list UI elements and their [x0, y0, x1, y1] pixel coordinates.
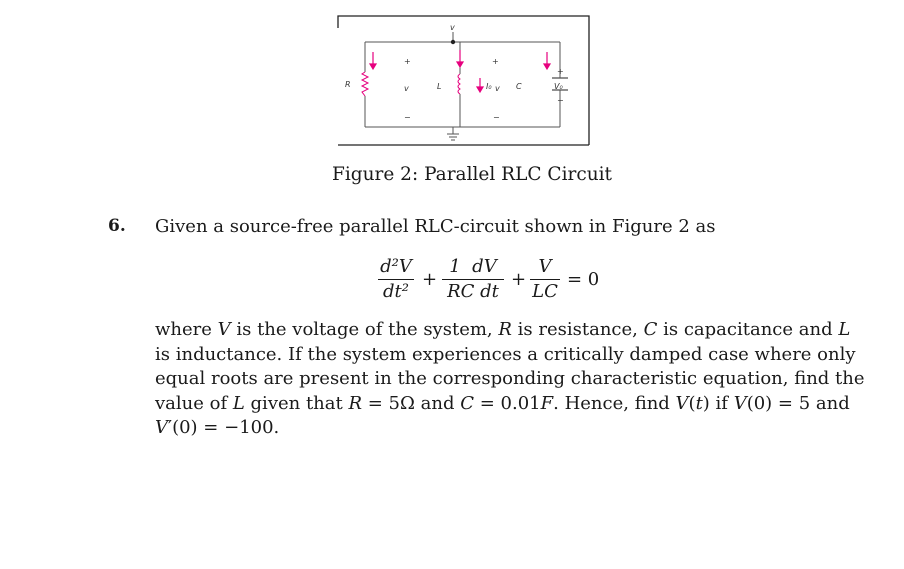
- plus-sign-1: +: [422, 269, 438, 290]
- top-node-label: v: [450, 23, 455, 32]
- paragraph-line-5: V′(0) = −100.: [155, 417, 280, 439]
- minus-left-label: −: [404, 113, 411, 122]
- v-left-label: v: [404, 84, 409, 93]
- question-intro: Given a source-free parallel RLC-circuit shown in Figure 2 as: [155, 216, 716, 237]
- term3-numerator: V: [538, 256, 552, 277]
- resistor-label: R: [345, 80, 351, 89]
- question-number: 6.: [108, 216, 126, 236]
- i0-label: I₀: [486, 82, 492, 91]
- inductor-symbol: [458, 74, 460, 94]
- figure-caption: Figure 2: Parallel RLC Circuit: [332, 164, 612, 185]
- term3-denominator: LC: [532, 281, 558, 302]
- term-second-derivative: [378, 256, 414, 303]
- term-first-derivative: [442, 256, 504, 303]
- term1-denominator: dt²: [383, 281, 409, 302]
- term-voltage: [530, 256, 560, 303]
- resistor-symbol: [362, 72, 368, 96]
- paragraph-line-4: value of L given that R = 5Ω and C = 0.01F. Hence, find V(t) if V(0) = 5 and: [155, 392, 850, 414]
- minus-right-label: −: [557, 96, 564, 105]
- plus-right-label: +: [557, 67, 564, 76]
- top-node-dot: [451, 40, 455, 44]
- figure-frame: [338, 15, 590, 145]
- plus-left-label: +: [404, 57, 411, 66]
- differential-equation: [370, 256, 610, 308]
- paragraph-line-2: is inductance. If the system experiences a critically damped case where only: [155, 343, 856, 365]
- inductor-label: L: [437, 82, 442, 91]
- v0-label: V₀: [554, 82, 563, 91]
- circuit-wires: [365, 32, 560, 127]
- term1-numerator: d²V: [380, 256, 412, 277]
- v-mid-label: v: [495, 84, 500, 93]
- term2-denominator: RC dt: [447, 281, 499, 302]
- capacitor-label: C: [516, 82, 522, 91]
- equals-zero: = 0: [567, 269, 600, 290]
- plus-sign-2: +: [511, 269, 527, 290]
- minus-mid-label: −: [493, 113, 500, 122]
- term2-numerator: 1 dV: [449, 256, 497, 277]
- paragraph-line-3: equal roots are present in the corresponding characteristic equation, find the: [155, 368, 865, 390]
- plus-mid-label: +: [492, 57, 499, 66]
- ground-symbol: [447, 127, 459, 140]
- circuit-figure: [335, 10, 593, 150]
- question-paragraph: [155, 318, 865, 441]
- paragraph-line-1: where V is the voltage of the system, R is resistance, C is capacitance and L: [155, 319, 851, 340]
